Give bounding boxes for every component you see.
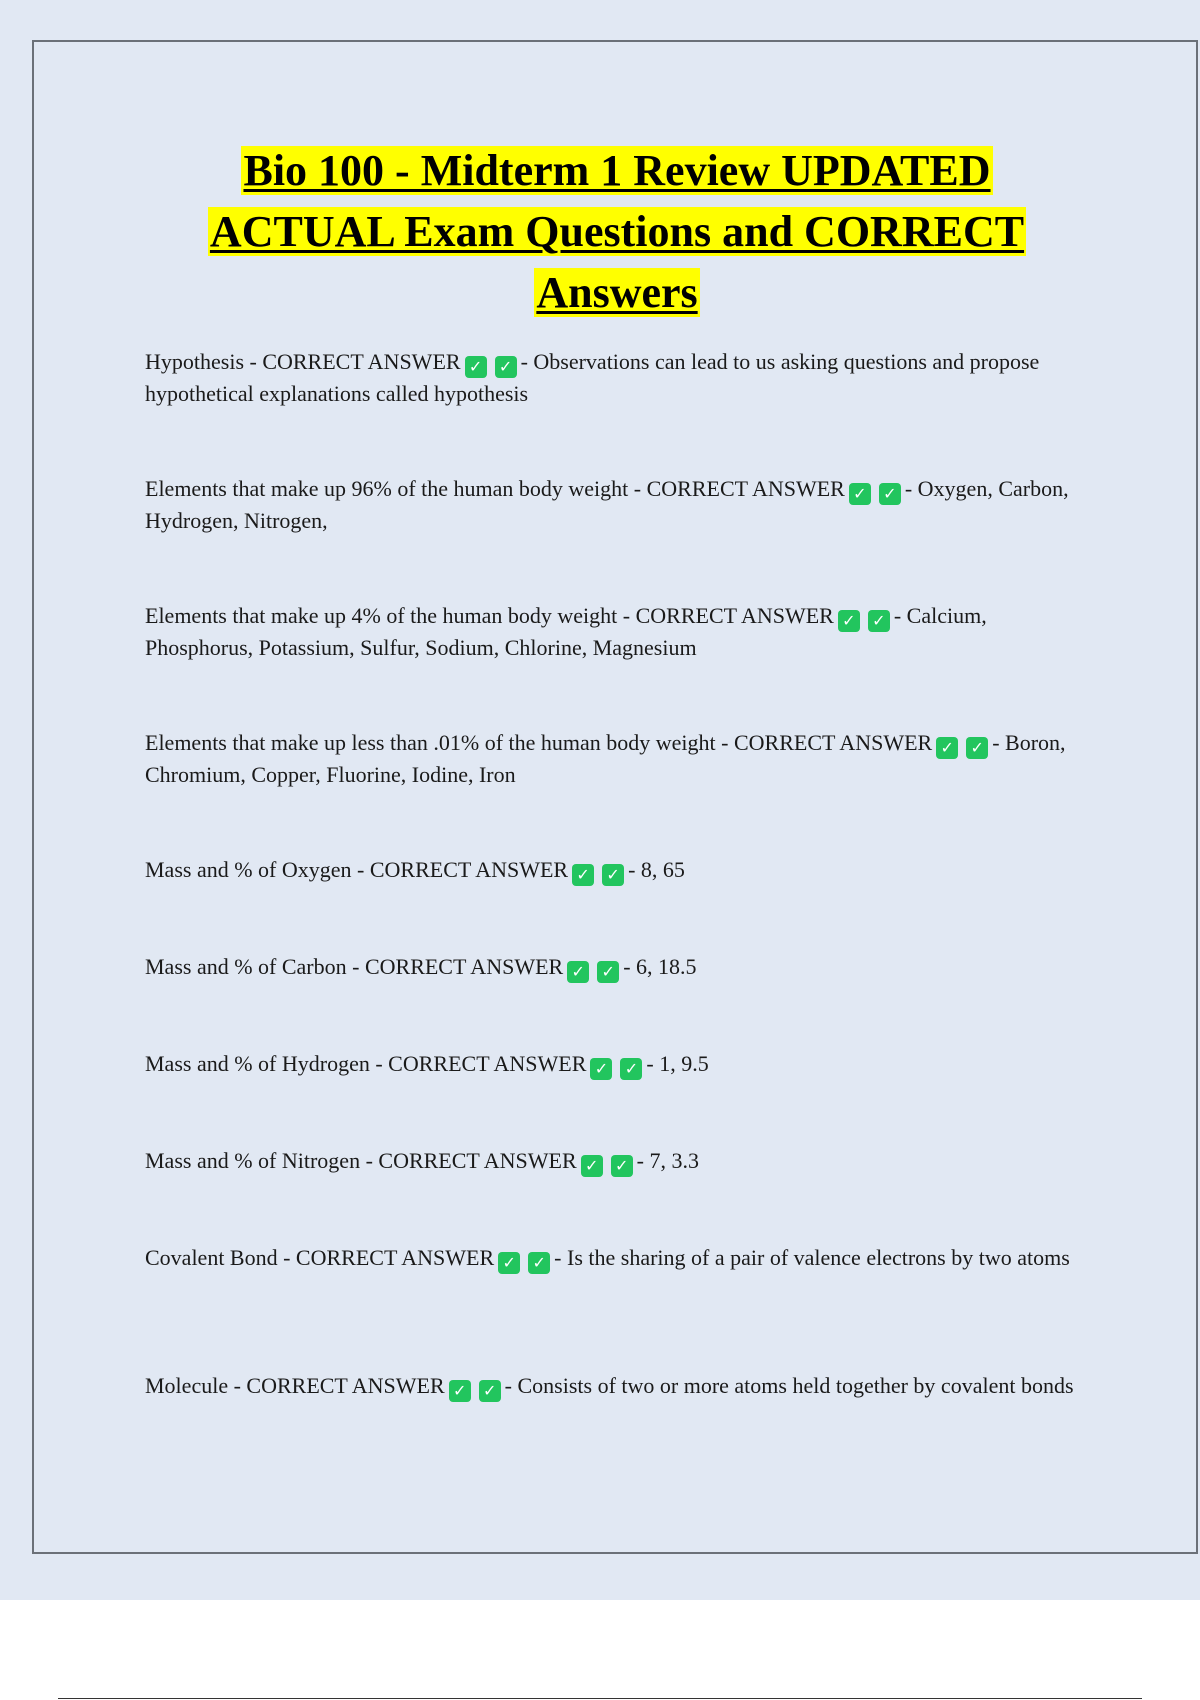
green-checkmark-icon: ✓	[479, 1380, 501, 1402]
qa-item-oxygen	[145, 854, 1090, 886]
qa-item-carbon	[145, 951, 1090, 983]
qa-term: Mass and % of Oxygen - CORRECT ANSWER	[145, 857, 569, 882]
qa-term: Elements that make up less than .01% of the human body weight - CORRECT ANSWER	[145, 730, 933, 755]
title-line-3: Answers	[536, 268, 698, 317]
qa-term: Molecule - CORRECT ANSWER	[145, 1373, 445, 1398]
green-checkmark-icon: ✓	[581, 1155, 603, 1177]
green-checkmark-icon: ✓	[590, 1058, 612, 1080]
green-checkmark-icon: ✓	[572, 864, 594, 886]
qa-item-hydrogen	[145, 1048, 1090, 1080]
qa-answer: - 8, 65	[628, 857, 685, 882]
qa-answer: - Oxygen, Carbon, Hydrogen, Nitrogen,	[145, 476, 1069, 533]
green-checkmark-icon: ✓	[966, 737, 988, 759]
qa-answer: - 6, 18.5	[623, 954, 697, 979]
green-checkmark-icon: ✓	[620, 1058, 642, 1080]
green-checkmark-icon: ✓	[465, 356, 487, 378]
qa-answer: - Calcium, Phosphorus, Potassium, Sulfur, Sodium, Chlorine, Magnesium	[145, 603, 987, 660]
qa-term: Mass and % of Hydrogen - CORRECT ANSWER	[145, 1051, 587, 1076]
qa-answer: - 1, 9.5	[646, 1051, 709, 1076]
qa-item-elements-96	[145, 473, 1090, 536]
green-checkmark-icon: ✓	[611, 1155, 633, 1177]
green-checkmark-icon: ✓	[528, 1252, 550, 1274]
qa-term: Hypothesis - CORRECT ANSWER	[145, 349, 461, 374]
qa-term: Mass and % of Carbon - CORRECT ANSWER	[145, 954, 564, 979]
green-checkmark-icon: ✓	[498, 1252, 520, 1274]
green-checkmark-icon: ✓	[449, 1380, 471, 1402]
green-checkmark-icon: ✓	[849, 483, 871, 505]
qa-term: Elements that make up 96% of the human body weight - CORRECT ANSWER	[145, 476, 845, 501]
document-title	[0, 140, 1200, 323]
green-checkmark-icon: ✓	[495, 356, 517, 378]
bottom-divider	[58, 1698, 1142, 1699]
qa-item-molecule	[145, 1370, 1090, 1402]
qa-term: Covalent Bond - CORRECT ANSWER	[145, 1245, 495, 1270]
title-line-2: ACTUAL Exam Questions and CORRECT	[209, 207, 1025, 256]
qa-item-elements-4	[145, 600, 1090, 663]
qa-answer: - 7, 3.3	[636, 1148, 699, 1173]
qa-item-elements-trace	[145, 727, 1090, 790]
qa-term: Mass and % of Nitrogen - CORRECT ANSWER	[145, 1148, 577, 1173]
green-checkmark-icon: ✓	[602, 864, 624, 886]
qa-item-nitrogen	[145, 1145, 1090, 1177]
green-checkmark-icon: ✓	[868, 610, 890, 632]
qa-answer: - Consists of two or more atoms held together by covalent bonds	[504, 1373, 1074, 1398]
qa-answer: - Is the sharing of a pair of valence electrons by two atoms	[554, 1245, 1070, 1270]
title-line-1: Bio 100 - Midterm 1 Review UPDATED	[243, 146, 991, 195]
green-checkmark-icon: ✓	[597, 961, 619, 983]
qa-item-covalent-bond	[145, 1242, 1090, 1274]
green-checkmark-icon: ✓	[936, 737, 958, 759]
qa-answer: - Boron, Chromium, Copper, Fluorine, Iodine, Iron	[145, 730, 1066, 787]
qa-item-hypothesis	[145, 346, 1090, 409]
green-checkmark-icon: ✓	[879, 483, 901, 505]
green-checkmark-icon: ✓	[838, 610, 860, 632]
qa-answer: - Observations can lead to us asking questions and propose hypothetical explanations called hypothesis	[145, 349, 1040, 406]
green-checkmark-icon: ✓	[567, 961, 589, 983]
qa-term: Elements that make up 4% of the human body weight - CORRECT ANSWER	[145, 603, 834, 628]
